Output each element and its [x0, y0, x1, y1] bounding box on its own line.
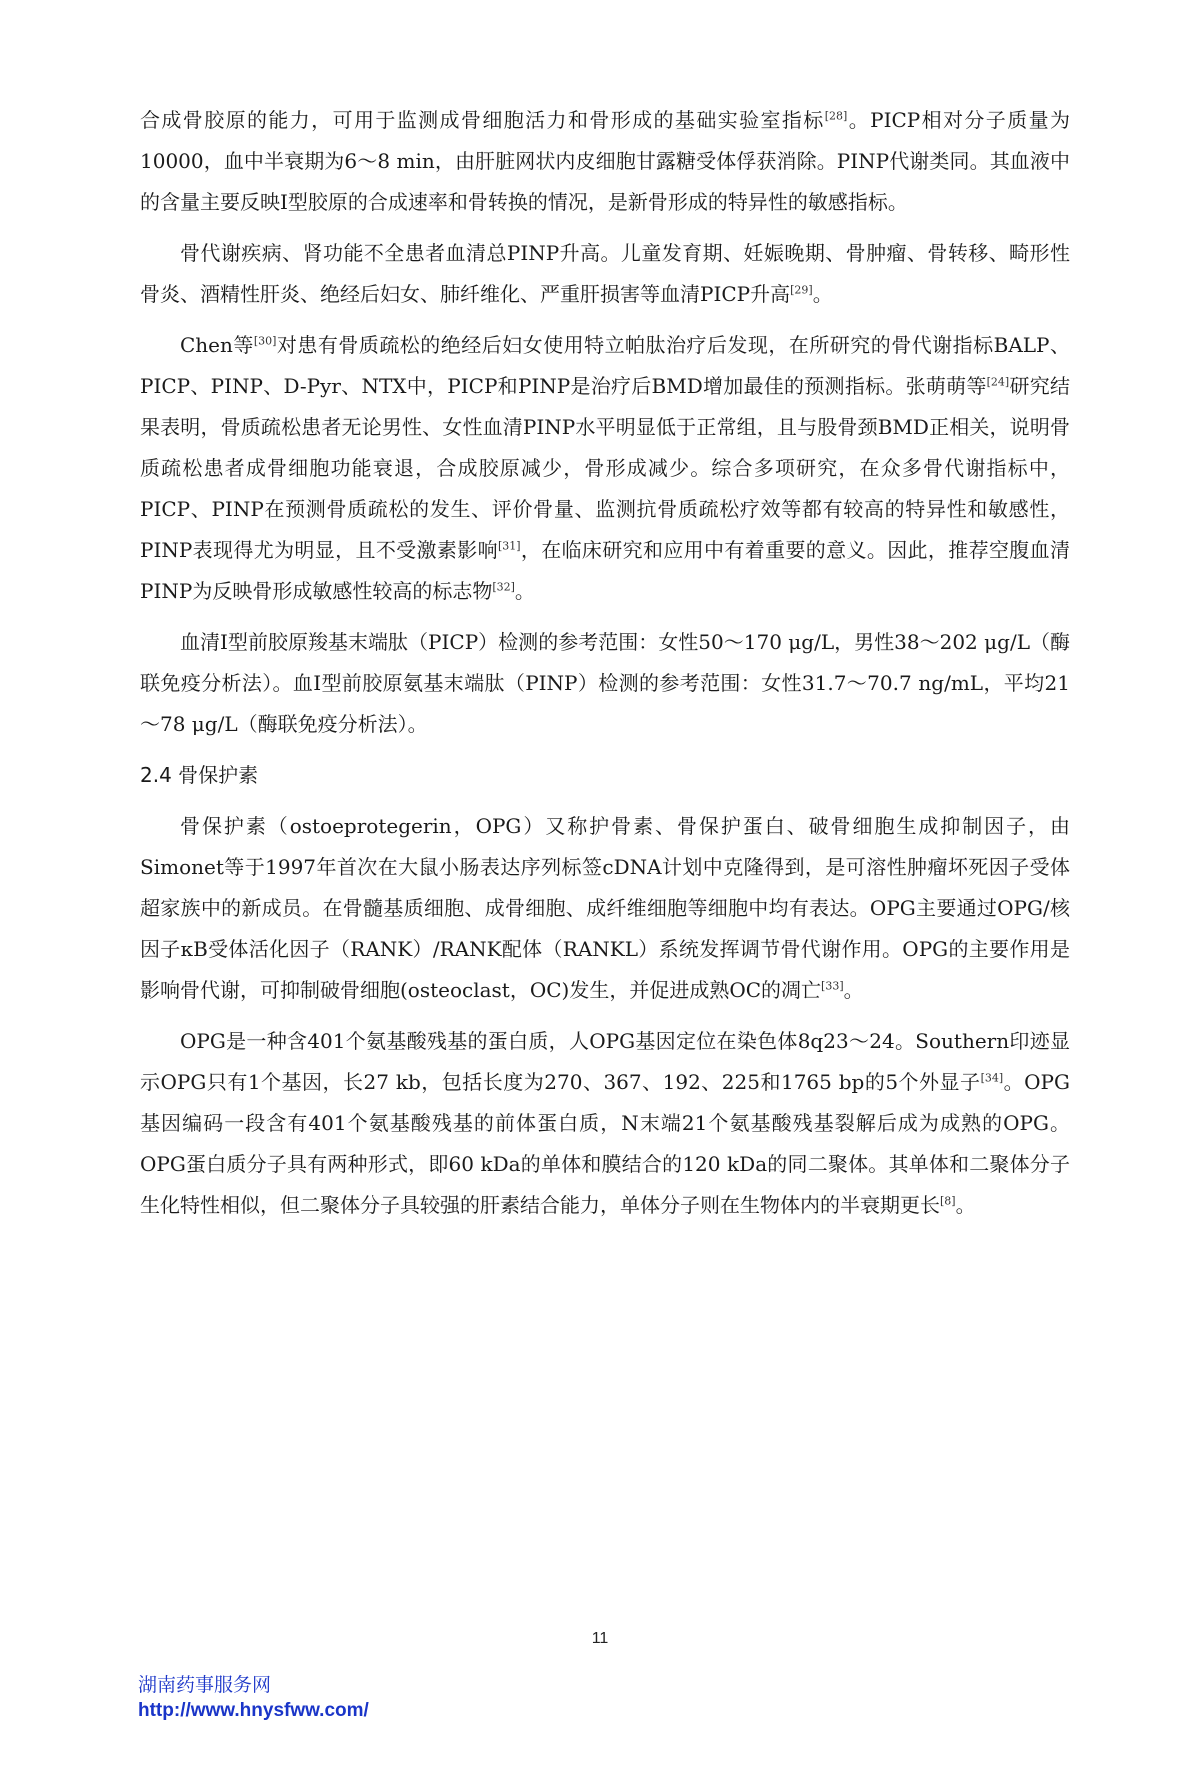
paragraph-text: 。: [812, 282, 833, 306]
citation-marker: [31]: [497, 539, 521, 553]
paragraph: [140, 100, 1070, 223]
paragraph-text: 。: [514, 579, 535, 603]
citation-marker: [24]: [986, 375, 1010, 389]
footer: [138, 1672, 369, 1724]
paragraph-group-bone-formation: [140, 100, 1070, 745]
footer-site-name: 湖南药事服务网: [138, 1674, 272, 1696]
page-number: 11: [591, 1630, 609, 1647]
citation-marker: [33]: [821, 979, 844, 993]
paragraph-text: 。PICP相对分子质量为10000，血中半衰期为6～8 min，由肝脏网状内皮细胞甘露糖受体俘获消除。PINP代谢类同。其血液中的含量主要反映Ⅰ型胶原的合成速率和骨转换的情况，是新骨形成的特异性的敏感指标。: [140, 108, 1071, 214]
citation-marker: [32]: [492, 580, 515, 594]
paragraph-text: 研究结果表明，骨质疏松患者无论男性、女性血清PINP水平明显低于正常组，且与股骨颈BMD正相关，说明骨质疏松患者成骨细胞功能衰退，合成胶原减少，骨形成减少。综合多项研究，在众多骨代谢指标中，PICP、PINP在预测骨质疏松的发生、评价骨量、监测抗骨质疏松疗效等都有较高的特异性和敏感性，PINP表现得尤为明显，且不受激素影响: [140, 374, 1070, 562]
paragraph-text: 。OPG基因编码一段含有401个氨基酸残基的前体蛋白质，N末端21个氨基酸残基裂解后成为成熟的OPG。OPG蛋白质分子具有两种形式，即60 kDa的单体和膜结合的120 kDa的同二聚体。其单体和二聚体分子生化特性相似，但二聚体分子具较强的肝素结合能力，单体分子则在生物体内的半衰期更长: [140, 1070, 1070, 1217]
paragraph-text: 合成骨胶原的能力，可用于监测成骨细胞活力和骨形成的基础实验室指标: [140, 108, 825, 132]
section-heading: 2.4 骨保护素: [140, 763, 259, 787]
citation-marker: [8]: [940, 1194, 956, 1208]
paragraph: [140, 325, 1070, 612]
paragraph-group-opg: [140, 806, 1070, 1226]
paragraph: [140, 233, 1070, 315]
paragraph-text: 。: [955, 1193, 976, 1217]
citation-marker: [28]: [824, 109, 848, 123]
paragraph: [140, 622, 1070, 745]
paragraph-text: ，在临床研究和应用中有着重要的意义。因此，推荐空腹血清PINP为反映骨形成敏感性较高的标志物: [140, 538, 1070, 603]
paragraph: [140, 806, 1070, 1011]
citation-marker: [29]: [790, 283, 813, 297]
paragraph: [140, 1021, 1070, 1226]
citation-marker: [34]: [980, 1071, 1004, 1085]
paragraph-text: Chen等: [180, 333, 254, 357]
paragraph-text: 骨保护素（ostoeprotegerin，OPG）又称护骨素、骨保护蛋白、破骨细胞生成抑制因子，由Simonet等于1997年首次在大鼠小肠表达序列标签cDNA计划中克隆得到，是可溶性肿瘤坏死因子受体超家族中的新成员。在骨髓基质细胞、成骨细胞、成纤维细胞等细胞中均有表达。OPG主要通过OPG/核因子κB受体活化因子（RANK）/RANK配体（RANKL）系统发挥调节骨代谢作用。OPG的主要作用是影响骨代谢，可抑制破骨细胞(osteoclast，OC)发生，并促进成熟OC的凋亡: [140, 814, 1070, 1002]
paragraph-text: 。: [843, 978, 864, 1002]
paragraph-text: 对患有骨质疏松的绝经后妇女使用特立帕肽治疗后发现，在所研究的骨代谢指标BALP、PICP、PINP、D-Pyr、NTX中，PICP和PINP是治疗后BMD增加最佳的预测指标。张萌萌等: [140, 333, 1070, 398]
paragraph-text: OPG是一种含401个氨基酸残基的蛋白质，人OPG基因定位在染色体8q23～24。Southern印迹显示OPG只有1个基因，长27 kb，包括长度为270、367、192、225和1765 bp的5个外显子: [140, 1029, 1070, 1094]
citation-marker: [30]: [253, 334, 277, 348]
body-text: [140, 100, 1070, 1236]
paragraph-text: 血清I型前胶原羧基末端肽（PICP）检测的参考范围：女性50～170 μg/L，男性38～202 μg/L（酶联免疫分析法）。血I型前胶原氨基末端肽（PINP）检测的参考范围：女性31.7～70.7 ng/mL，平均21～78 μg/L（酶联免疫分析法）。: [140, 630, 1070, 736]
footer-url-link[interactable]: http://www.hnysfww.com/: [138, 1700, 369, 1721]
paragraph-text: 骨代谢疾病、肾功能不全患者血清总PINP升高。儿童发育期、妊娠晚期、骨肿瘤、骨转移、畸形性骨炎、酒精性肝炎、绝经后妇女、肺纤维化、严重肝损害等血清PICP升高: [140, 241, 1070, 306]
